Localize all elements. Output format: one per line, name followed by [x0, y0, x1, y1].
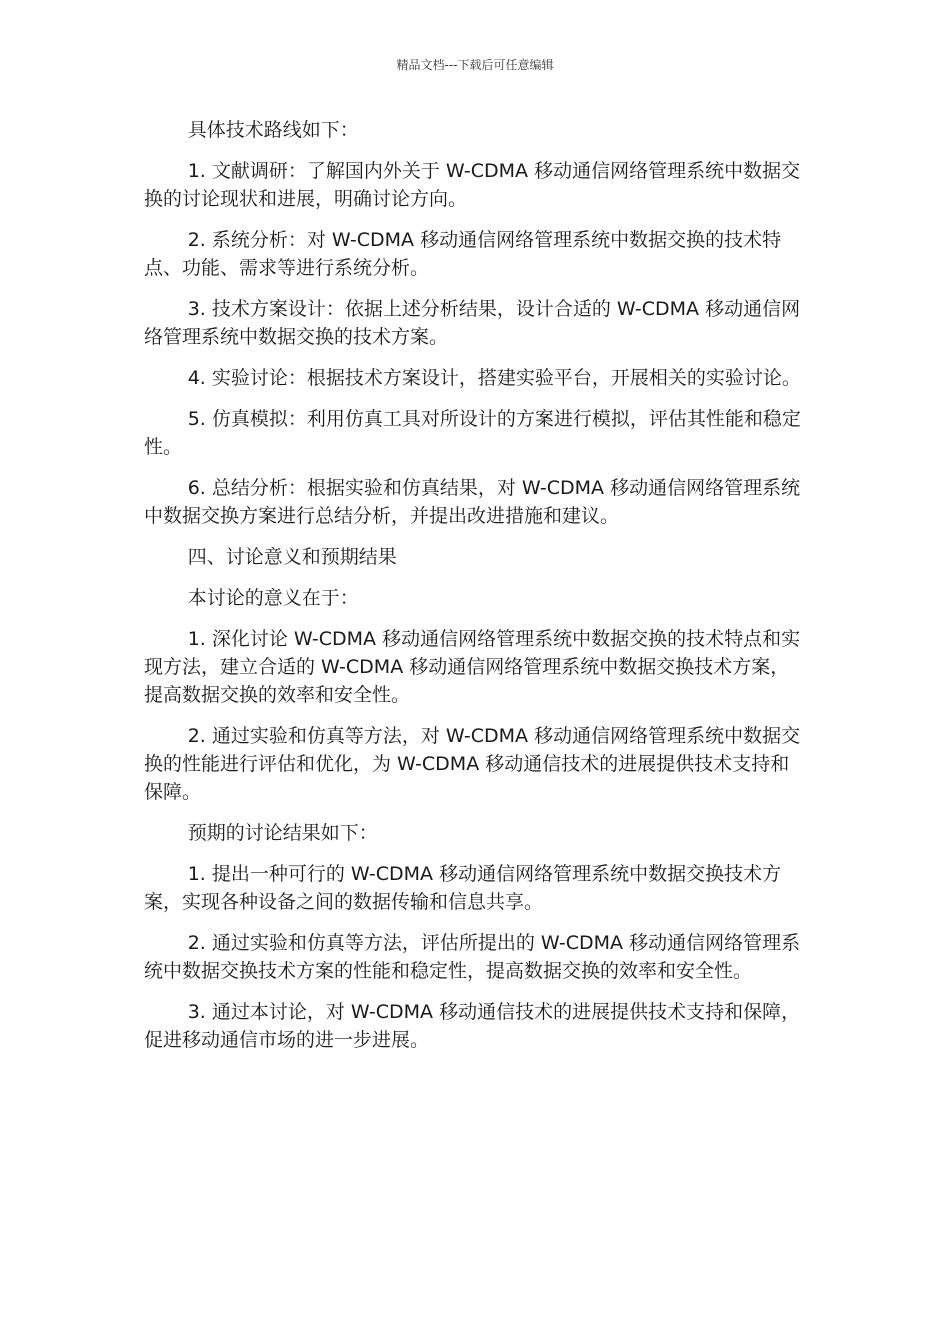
paragraph-step-system-analysis: 2. 系统分析：对 W-CDMA 移动通信网络管理系统中数据交换的技术特点、功能、需求等进行系统分析。: [144, 229, 782, 279]
paragraph-step-summary: 6. 总结分析：根据实验和仿真结果，对 W-CDMA 移动通信网络管理系统中数据交换方案进行总结分析，并提出改进措施和建议。: [144, 477, 801, 527]
paragraph-significance-intro: 本讨论的意义在于：: [187, 587, 359, 609]
paragraph-expected-result-2: 2. 通过实验和仿真等方法，评估所提出的 W-CDMA 移动通信网络管理系统中数据交换技术方案的性能和稳定性，提高数据交换的效率和安全性。: [144, 932, 801, 982]
paragraph-significance-1: 1. 深化讨论 W-CDMA 移动通信网络管理系统中数据交换的技术特点和实现方法，建立合适的 W-CDMA 移动通信网络管理系统中数据交换技术方案，提高数据交换的效率和安全性。: [144, 628, 801, 706]
paragraph-expected-result-1: 1. 提出一种可行的 W-CDMA 移动通信网络管理系统中数据交换技术方案，实现各种设备之间的数据传输和信息共享。: [144, 863, 782, 913]
paragraph-expected-results-intro: 预期的讨论结果如下：: [187, 822, 378, 844]
paragraph-step-technical-design: 3. 技术方案设计：依据上述分析结果，设计合适的 W-CDMA 移动通信网络管理系统中数据交换的技术方案。: [144, 298, 801, 348]
paragraph-intro-technical-route: 具体技术路线如下：: [187, 119, 359, 141]
paragraph-step-simulation: 5. 仿真模拟：利用仿真工具对所设计的方案进行模拟，评估其性能和稳定性。: [144, 408, 801, 458]
paragraph-significance-2: 2. 通过实验和仿真等方法，对 W-CDMA 移动通信网络管理系统中数据交换的性能进行评估和优化，为 W-CDMA 移动通信技术的进展提供技术支持和保障。: [144, 725, 801, 803]
paragraph-expected-result-3: 3. 通过本讨论，对 W-CDMA 移动通信技术的进展提供技术支持和保障，促进移动通信市场的进一步进展。: [144, 1001, 801, 1051]
paragraph-step-literature-review: 1. 文献调研：了解国内外关于 W-CDMA 移动通信网络管理系统中数据交换的讨论现状和进展，明确讨论方向。: [144, 160, 801, 210]
document-body: [144, 116, 806, 1067]
page-header: 精品文档---下载后可任意编辑: [396, 58, 554, 72]
section-heading-significance: 四、讨论意义和预期结果: [187, 546, 397, 568]
paragraph-step-experiment: 4. 实验讨论：根据技术方案设计，搭建实验平台，开展相关的实验讨论。: [187, 367, 801, 389]
